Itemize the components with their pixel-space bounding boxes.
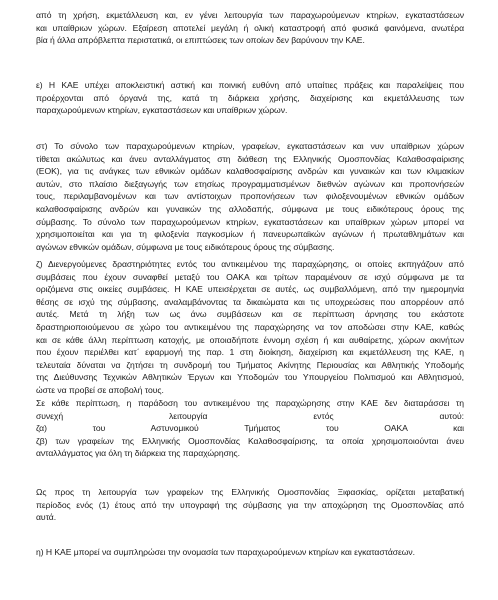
text-line: ανταλλάγματος για όλη τη διάρκεια της παραχώρησης. [36,448,240,459]
paragraph-clause-i [36,546,464,559]
text-line: χρησιμοποιείται και για τη φιλοξενία παγκοσμίων ή πανευρωπαϊκών αγώνων ή πρωταθλημάτων και [36,229,464,240]
text-line: αυτών, στο πλαίσιο διεξαγωγής των ετησίως προγραμματισμένων διεθνών αγώνων και προπονήσεών [36,178,464,189]
text-line: προέρχονται από όργανά της, κατά τη διάρκεια χρήσης, διαχείρισης και εκμετάλλευσης των [36,92,464,103]
text-line: σύμβασης. Το σύνολο των παραχωρούμενων κτηρίων, εγκαταστάσεων και υπαίθριων χώρων μπορεί να [36,216,464,227]
paragraph-intro-continuation [36,9,464,47]
text-line: ζ) Διενεργούμενες δραστηριότητες εντός του αντικειμένου της παραχώρησης, οι οποίες εκπηγάζουν από [36,259,464,269]
text-line: συμβάσεις που έχουν συναφθεί μεταξύ του ΟΑΚΑ και τρίτων παραμένουν σε ισχύ σύμφωνα με τα [36,271,464,282]
paragraph-fencing-federation [36,486,464,524]
paragraph-clause-e [36,79,464,117]
text-line: ε) Η ΚΑΕ υπέχει αποκλειστική αστική και ποινική ευθύνη από υπαίτιες πράξεις και παραλείψεις που [36,80,464,90]
text-line: τους, περιλαμβανομένων και των αντίστοιχων προπονήσεων των φιλοξενουμένων εθνικών ομάδων [36,191,464,202]
text-line: καλαθοσφαίρισης ανδρών και γυναικών της αλλοδαπής, σύμφωνα με τους ειδικότερους όρους της [36,203,464,214]
text-line: (ΕΟΚ), για τις ανάγκες των εθνικών ομάδων καλαθοσφαίρισης ανδρών και γυναικών και των κλιμακίων [36,166,464,177]
text-line: παραχωρούμενων κτηρίων, εγκαταστάσεων και υπαίθριων χώρων. [36,105,288,116]
text-line: αυτά. [36,512,57,523]
text-line: ζα) του Αστυνομικού Τμήματος του ΟΑΚΑ και [36,423,464,434]
text-line: συνεχή λειτουργία εντός αυτού: [36,410,464,421]
text-line: τίθεται ακώλυτως και άνευ ανταλλάγματος στη διάθεση της Ελληνικής Ομοσπονδίας Καλαθοσφαίρισης [36,153,464,164]
text-line: περίοδος ενός (1) έτους από την υπογραφή της σύμβασης για την αποχώρηση της Ομοσπονδίας από [36,499,464,510]
text-line: στ) Το σύνολο των παραχωρούμενων κτηρίων, γραφείων, εγκαταστάσεων και νυν υπαίθριων χώρων [36,141,464,151]
text-line: ώστε να προβεί σε αποβολή τους. [36,384,164,395]
paragraph-clause-z [36,258,464,397]
text-line: από τη χρήση, εκμετάλλευση και, εν γένει λειτουργία των παραχωρούμενων κτηρίων, εγκαταστάσεων [36,10,464,20]
text-line: οριζόμενα στις οικείες συμβάσεις. Η ΚΑΕ υπεισέρχεται σε αυτές, ως συμβαλλόμενη, από την ημερομηνία [36,284,464,295]
text-line: αγώνων εθνικών ομάδων, σύμφωνα με τους ειδικότερους όρους της σύμβασης. [36,241,335,252]
text-line: και υπαίθριων χώρων. Εξαίρεση αποτελεί μεγάλη ή ολική καταστροφή από φυσικά φαινόμενα, ανωτέρα [36,22,464,33]
text-line: δραστηριοποιούμενου σε χώρο του αντικειμένου της παραχώρησης να τον αποδώσει στην ΚΑΕ, καθώς [36,321,464,332]
text-line: βία ή άλλα απρόβλεπτα περιστατικά, οι επιπτώσεις των οποίων δεν βαρύνουν την ΚΑΕ. [36,35,365,46]
text-line: Σε κάθε περίπτωση, η παράδοση του αντικειμένου της παραχώρησης στην ΚΑΕ δεν διαταράσσει τη [36,398,464,408]
text-line: και σε κάθε άλλη περίπτωση κατοχής, με οποιαδήποτε έννομη σχέση ή και αυθαίρετης, χώρων ακινήτων [36,334,464,345]
text-line: ζβ) των γραφείων της Ελληνικής Ομοσπονδίας Καλαθοσφαίρισης, τα οποία χρησιμοποιούνται άνευ [36,435,464,446]
paragraph-clause-st [36,140,464,253]
text-line: της Διεύθυνσης Τεχνικών Αθλητικών Έργων και Υποδομών του Υπουργείου Πολιτισμού και Αθλητισμού, [36,372,464,383]
text-line: η) Η ΚΑΕ μπορεί να συμπληρώσει την ονομασία των παραχωρούμενων κτηρίων και εγκαταστάσεων. [36,547,416,557]
text-line: που έχουν περιέλθει κατ΄ εφαρμογή της παρ. 1 στη διοίκηση, διαχείριση και εκμετάλλευση της ΚΑΕ, η [36,347,464,358]
text-line: αυτές. Μετά τη λήξη των ως άνω συμβάσεων και σε περίπτωση άρνησης του εκάστοτε [36,309,464,320]
text-line: θέσης σε ισχύ της σύμβασης, αναλαμβάνοντας τα δικαιώματα και τις υποχρεώσεις που απορρέουν από [36,296,464,307]
paragraph-clause-z-continuation [36,397,464,460]
text-line: Ως προς τη λειτουργία των γραφείων της Ελληνικής Ομοσπονδίας Ξιφασκίας, ορίζεται μεταβατική [36,487,464,497]
text-line: τελευταία δύναται να ζητήσει τη συνδρομή του Τμήματος Ακίνητης Περιουσίας και Αθλητικής Υποδομής [36,359,464,370]
